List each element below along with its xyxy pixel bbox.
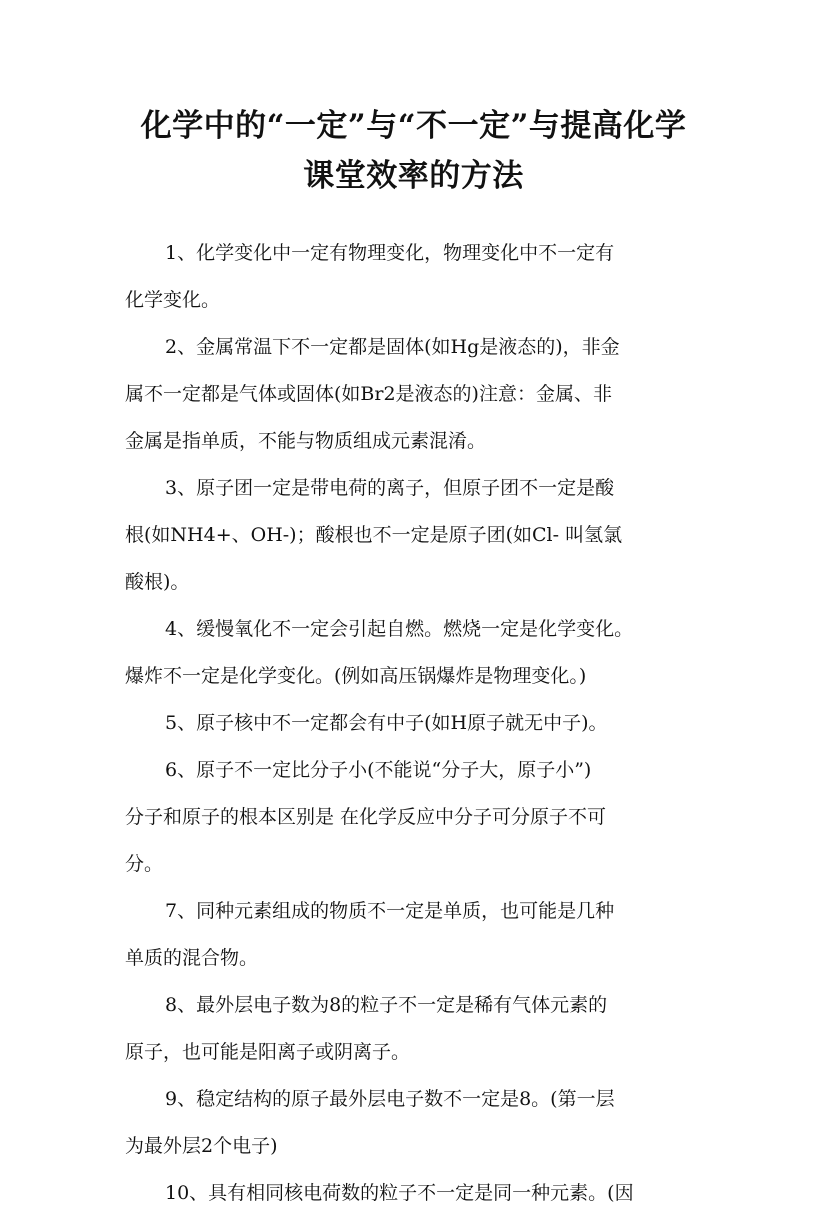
document-body [125, 230, 705, 1217]
paragraph-line: 根(如NH4+、OH-)；酸根也不一定是原子团(如Cl- 叫氢氯 [125, 524, 623, 546]
paragraph-line: 3、原子团一定是带电荷的离子，但原子团不一定是酸 [165, 477, 615, 499]
paragraph-line: 化学变化。 [125, 289, 221, 311]
paragraph-line: 金属是指单质，不能与物质组成元素混淆。 [125, 430, 487, 452]
paragraph-line: 分子和原子的根本区别是 在化学反应中分子可分原子不可 [125, 806, 607, 828]
paragraph-7 [125, 888, 705, 982]
paragraph-line: 原子，也可能是阳离子或阴离子。 [125, 1041, 411, 1063]
paragraph-9 [125, 1076, 705, 1170]
title-line-2: 课堂效率的方法 [303, 158, 524, 194]
paragraph-3 [125, 465, 705, 606]
paragraph-10 [125, 1170, 705, 1217]
paragraph-line: 10、具有相同核电荷数的粒子不一定是同一种元素。(因 [165, 1182, 634, 1204]
paragraph-line: 属不一定都是气体或固体(如Br2是液态的)注意：金属、非 [125, 383, 612, 405]
paragraph-1 [125, 230, 705, 324]
paragraph-2 [125, 324, 705, 465]
paragraph-line: 6、原子不一定比分子小(不能说“分子大，原子小”) [165, 759, 592, 781]
paragraph-6 [125, 747, 705, 888]
paragraph-line: 爆炸不一定是化学变化。(例如高压锅爆炸是物理变化。) [125, 665, 587, 687]
paragraph-line: 9、稳定结构的原子最外层电子数不一定是8。(第一层 [165, 1088, 615, 1110]
paragraph-line: 8、最外层电子数为8的粒子不一定是稀有气体元素的 [165, 994, 608, 1016]
document-title [110, 101, 717, 201]
paragraph-line: 单质的混合物。 [125, 947, 259, 969]
paragraph-4 [125, 606, 705, 700]
paragraph-line: 5、原子核中不一定都会有中子(如H原子就无中子)。 [165, 712, 608, 734]
paragraph-5 [125, 700, 705, 747]
paragraph-line: 2、金属常温下不一定都是固体(如Hg是液态的)，非金 [165, 336, 620, 358]
paragraph-line: 4、缓慢氧化不一定会引起自燃。燃烧一定是化学变化。 [165, 618, 634, 640]
paragraph-8 [125, 982, 705, 1076]
paragraph-line: 分。 [125, 853, 164, 875]
paragraph-line: 酸根)。 [125, 571, 190, 593]
paragraph-line: 为最外层2个电子) [125, 1135, 278, 1157]
paragraph-line: 1、化学变化中一定有物理变化，物理变化中不一定有 [165, 242, 615, 264]
title-line-1: 化学中的“一定”与“不一定”与提高化学 [140, 108, 687, 144]
paragraph-line: 7、同种元素组成的物质不一定是单质，也可能是几种 [165, 900, 615, 922]
